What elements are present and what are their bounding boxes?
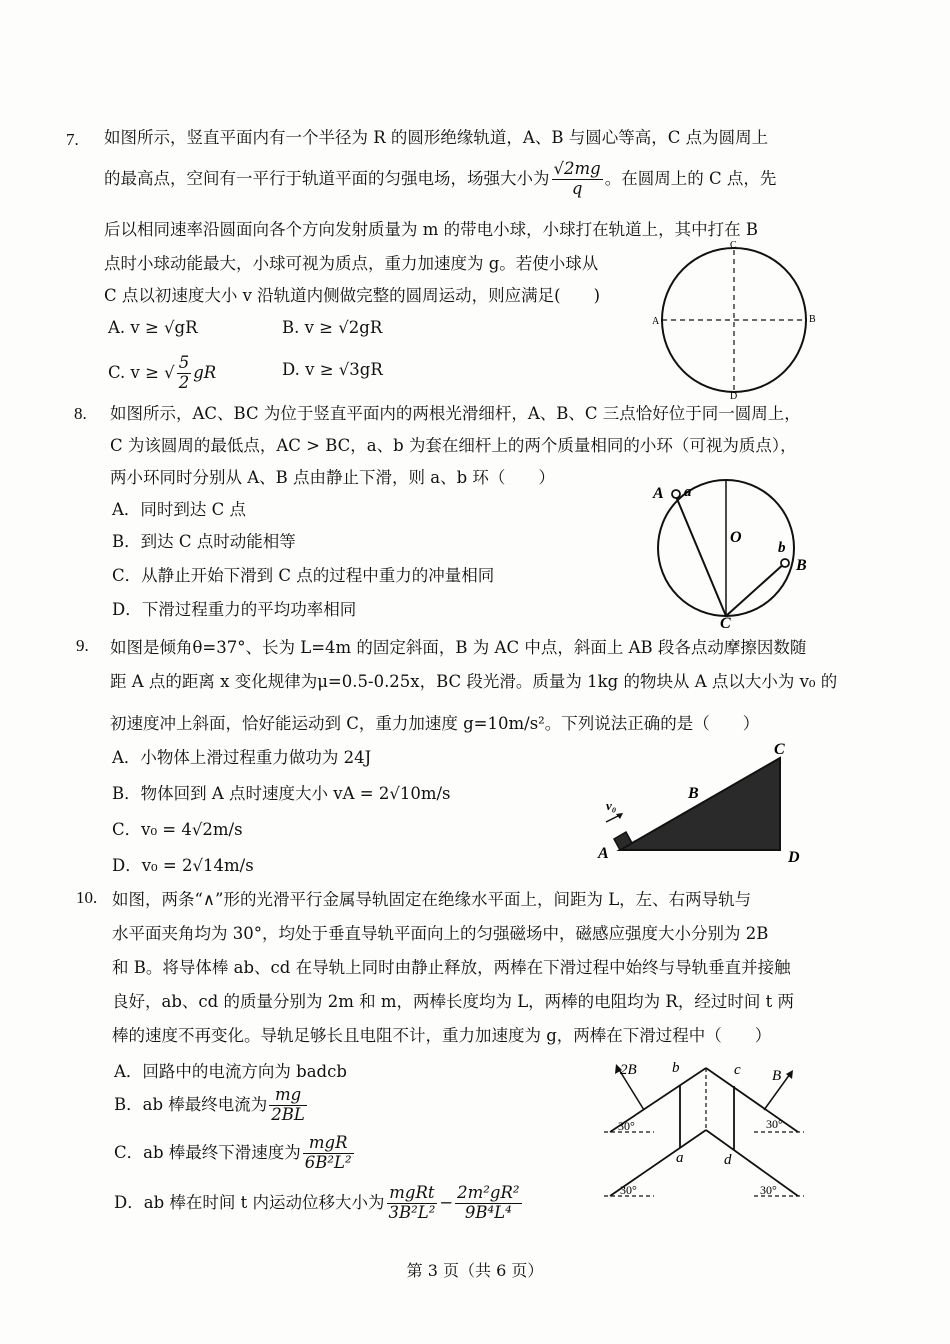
q10-label-b-field: B (772, 1068, 782, 1084)
q10-line3: 和 B。将导体棒 ab、cd 在导轨上同时由静止释放，两棒在下滑过程中始终与导轨垂直并接触 (112, 958, 791, 977)
q7-label-d: D (730, 391, 738, 400)
q9-label-v0: v₀ (606, 798, 617, 813)
q7-option-a: A. v ≥ √gR (108, 318, 198, 337)
q8-label-a-ring: a (684, 484, 692, 500)
q10-option-d-num2: 2m²gR² (457, 1183, 520, 1202)
q7-line2 (104, 160, 776, 199)
q10-angle-upper-left: 30° (618, 1119, 635, 1133)
q10-rail-upper-right (706, 1068, 798, 1132)
q7-option-b: B. v ≥ √2gR (282, 318, 383, 337)
q9-number: 9. (76, 636, 89, 655)
q8-line3: 两小环同时分别从 A、B 点由静止下滑，则 a、b 环（ ） (110, 468, 555, 487)
q10-option-c (114, 1134, 356, 1173)
q7-line5: C 点以初速度大小 v 沿轨道内侧做完整的圆周运动，则应满足( ) (104, 286, 601, 305)
q7-field-den: q (571, 178, 583, 198)
q8-line2: C 为该圆周的最低点，AC > BC，a、b 为套在细杆上的两个质量相同的小环（可视为质点）， (110, 436, 797, 455)
q7-line4: 点时小球动能最大，小球可视为质点，重力加速度为 g。若使小球从 (104, 254, 599, 273)
q10-rail-figure (598, 1052, 818, 1206)
q7-label-b: B (809, 314, 816, 325)
q9-label-a: A (598, 845, 609, 862)
q9-label-b: B (688, 785, 699, 802)
q8-label-b-point: B (796, 557, 807, 574)
q7-line2-pre: 的最高点，空间有一平行于轨道平面的匀强电场，场强大小为 (104, 168, 550, 188)
q10-option-d (114, 1184, 524, 1223)
q7-circle-figure (650, 238, 820, 400)
q7-option-d: D. v ≥ √3gR (282, 360, 383, 379)
q10-angle-upper-right: 30° (766, 1117, 783, 1131)
q10-line4: 良好，ab、cd 的质量分别为 2m 和 m，两棒长度均为 L，两棒的电阻均为 R，经过时间 t 两 (112, 992, 794, 1011)
q10-rail-lower-right (706, 1130, 798, 1196)
q8-rod-bc (726, 562, 786, 616)
q10-option-d-num1: mgRt (387, 1184, 438, 1204)
q9-label-c: C (774, 741, 785, 758)
q10-label-c-point: c (734, 1062, 741, 1078)
q7-number: 7. (66, 130, 79, 149)
q10-line5: 棒的速度不再变化。导轨足够长且电阻不计，重力加速度为 g，两棒在下滑过程中（ ） (112, 1026, 772, 1045)
q10-line1: 如图，两条“∧”形的光滑平行金属导轨固定在绝缘水平面上，间距为 L，左、右两导轨与 (112, 890, 752, 909)
q10-option-c-num: mgR (303, 1134, 354, 1154)
q7-option-c-den: 2 (178, 372, 190, 392)
q8-ring-b (781, 559, 789, 567)
q10-line2: 水平面夹角均为 30°，均处于垂直导轨平面向上的匀强磁场中，磁感应强度大小分别为 2B (112, 924, 769, 943)
q7-line1: 如图所示，竖直平面内有一个半径为 R 的圆形绝缘轨道，A、B 与圆心等高，C 点为圆周上 (104, 128, 769, 147)
q8-label-b-ring: b (778, 540, 786, 556)
q8-label-c: C (720, 615, 731, 628)
q10-angle-lower-left: 30° (620, 1183, 637, 1197)
q10-option-b-pre: B．ab 棒最终电流为 (114, 1094, 268, 1114)
q8-option-b: B．到达 C 点时动能相等 (112, 532, 296, 551)
q10-option-b-fraction (269, 1086, 307, 1125)
q7-option-c-fraction (177, 354, 192, 393)
q8-option-c: C．从静止开始下滑到 C 点的过程中重力的冲量相同 (112, 566, 495, 585)
q9-option-c: C．v₀ = 4√2m/s (112, 820, 243, 839)
q10-option-a: A．回路中的电流方向为 badcb (114, 1062, 347, 1081)
q10-option-b-num: mg (269, 1086, 307, 1106)
q7-option-c: C. v ≥ √ $\frac{5}{2}$ gR (108, 353, 217, 392)
q7-line2-post: 。在圆周上的 C 点，先 (604, 168, 777, 188)
q9-option-b: B．物体回到 A 点时速度大小 vA = 2√10m/s (112, 784, 451, 803)
q8-line1: 如图所示，AC、BC 为位于竖直平面内的两根光滑细杆，A、B、C 三点恰好位于同一圆周上， (110, 404, 801, 423)
q10-option-d-fraction2 (455, 1184, 521, 1223)
q7-option-c-num: 5 (178, 353, 190, 372)
q10-option-c-den: 6B²L² (304, 1152, 352, 1172)
q10-option-c-fraction (303, 1134, 354, 1173)
q9-line1: 如图是倾角θ=37°、长为 L=4m 的固定斜面，B 为 AC 中点，斜面上 AB 段各点动摩擦因数随 (110, 638, 807, 657)
page-footer: 第 3 页（共 6 页） (406, 1261, 544, 1280)
q7-field-fraction (552, 160, 603, 199)
q8-label-o: O (730, 529, 742, 546)
q8-circle-figure (646, 476, 826, 628)
q9-label-d: D (788, 849, 800, 866)
q10-label-2b: 2B (620, 1062, 637, 1078)
q7-label-c: C (730, 240, 737, 251)
q10-option-d-minus: − (439, 1192, 454, 1212)
q10-label-d-point: d (724, 1152, 732, 1168)
q10-angle-lower-right: 30° (760, 1183, 777, 1197)
q10-number: 10. (76, 888, 98, 907)
q7-label-a: A (652, 316, 660, 327)
q10-option-d-den1: 3B²L² (388, 1202, 436, 1222)
q10-option-c-pre: C．ab 棒最终下滑速度为 (114, 1142, 301, 1162)
q10-option-d-den2: 9B⁴L⁴ (464, 1202, 512, 1222)
q7-field-num: √2mg (553, 159, 601, 178)
q7-line3: 后以相同速率沿圆面向各个方向发射质量为 m 的带电小球，小球打在轨道上，其中打在 B (104, 220, 759, 239)
q7-option-c-pre: C. v ≥ (108, 362, 159, 382)
q8-option-d: D．下滑过程重力的平均功率相同 (112, 600, 357, 619)
q7-option-c-post: gR (193, 362, 217, 382)
q9-option-d: D．v₀ = 2√14m/s (112, 856, 254, 875)
q10-option-b-den: 2BL (271, 1104, 305, 1124)
q8-option-a: A．同时到达 C 点 (112, 500, 247, 519)
q8-number: 8. (74, 404, 87, 423)
q9-line2: 距 A 点的距离 x 变化规律为μ=0.5-0.25x，BC 段光滑。质量为 1kg 的物块从 A 点以大小为 v₀ 的 (110, 672, 838, 691)
q8-ring-a (672, 490, 680, 498)
q8-label-a-point: A (653, 485, 664, 502)
q10-option-d-fraction1 (387, 1184, 438, 1223)
q8-rod-ac (675, 494, 726, 616)
q9-line3: 初速度冲上斜面，恰好能运动到 C，重力加速度 g=10m/s²。下列说法正确的是（ ） (110, 714, 760, 733)
q9-incline-body (620, 758, 780, 850)
q10-label-b-point: b (672, 1060, 680, 1076)
q9-option-a: A．小物体上滑过程重力做功为 24J (112, 748, 372, 767)
q10-label-a-point: a (676, 1150, 684, 1166)
q10-option-b (114, 1086, 309, 1125)
q10-option-d-pre: D．ab 棒在时间 t 内运动位移大小为 (114, 1192, 385, 1212)
q9-incline-figure (596, 738, 816, 866)
